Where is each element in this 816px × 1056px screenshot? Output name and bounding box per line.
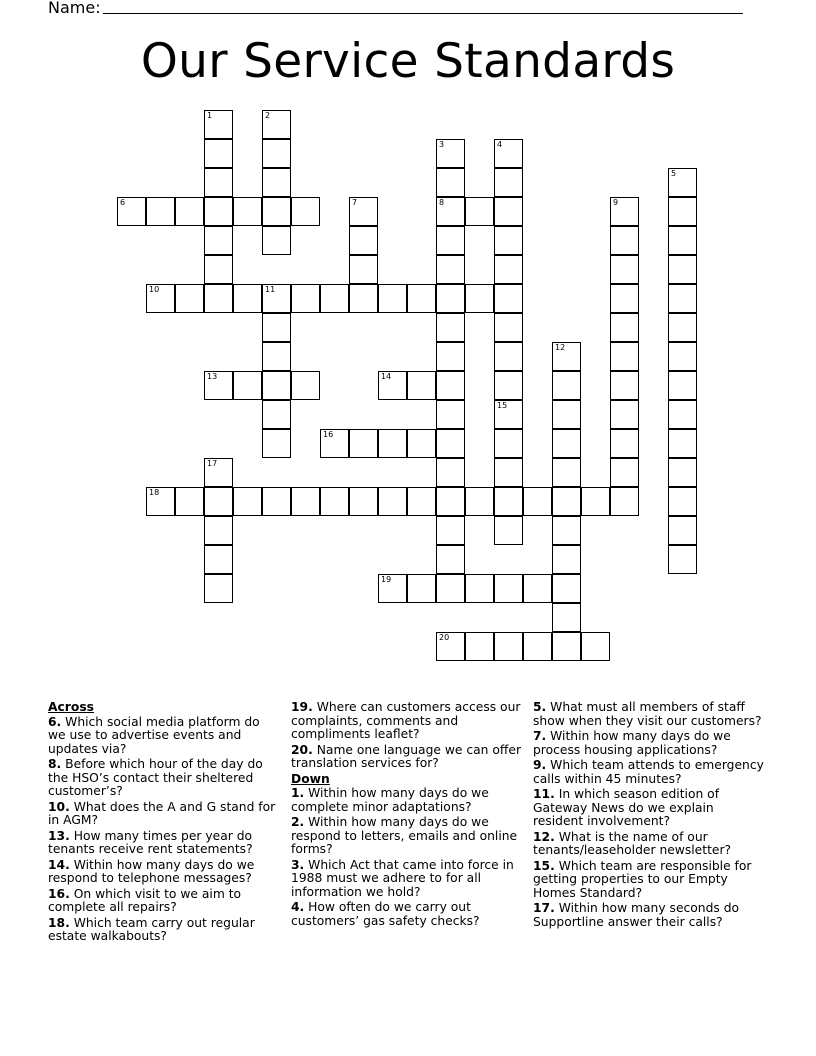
clue-number: 18: [149, 488, 160, 497]
crossword-cell[interactable]: [668, 516, 697, 545]
clue-item: [533, 831, 765, 858]
clue-item: [291, 901, 523, 928]
crossword-cell[interactable]: [610, 371, 639, 400]
crossword-cell[interactable]: [610, 429, 639, 458]
clue-text: In which season edition of Gateway News do we explain resident involvement?: [533, 787, 720, 828]
crossword-cell[interactable]: [610, 284, 639, 313]
clue-number-label: 5.: [533, 700, 547, 714]
crossword-cell[interactable]: [668, 458, 697, 487]
crossword-cell[interactable]: [523, 487, 552, 516]
crossword-cell[interactable]: [610, 458, 639, 487]
clue-item: [533, 730, 765, 757]
clue-text: Within how many days do we process housing applications?: [533, 729, 731, 757]
crossword-cell[interactable]: [436, 139, 465, 168]
clue-item: [291, 701, 523, 742]
crossword-cell[interactable]: [668, 545, 697, 574]
crossword-cell[interactable]: [233, 487, 262, 516]
crossword-cell[interactable]: [204, 458, 233, 487]
crossword-cell[interactable]: [204, 574, 233, 603]
crossword-cell[interactable]: [494, 197, 523, 226]
crossword-cell[interactable]: [320, 429, 349, 458]
crossword-cell[interactable]: [465, 197, 494, 226]
clue-number: 4: [497, 140, 503, 149]
crossword-cell[interactable]: [523, 574, 552, 603]
crossword-cell[interactable]: [494, 487, 523, 516]
crossword-cell[interactable]: [552, 371, 581, 400]
clue-number-label: 11.: [533, 787, 555, 801]
clue-number-label: 19.: [291, 700, 313, 714]
clue-item: [48, 888, 280, 915]
crossword-cell[interactable]: [552, 487, 581, 516]
clue-number-label: 20.: [291, 742, 313, 757]
crossword-cell[interactable]: [494, 255, 523, 284]
clue-number-label: 6.: [48, 714, 62, 729]
crossword-cell[interactable]: [668, 487, 697, 516]
clue-text: How many times per year do tenants receive rent statements?: [48, 828, 253, 856]
clue-number: 10: [149, 285, 160, 294]
crossword-cell[interactable]: [204, 371, 233, 400]
crossword-cell[interactable]: [494, 284, 523, 313]
crossword-cell[interactable]: [146, 487, 175, 516]
clue-text: Which team attends to emergency calls within 45 minutes?: [533, 758, 764, 786]
crossword-cell[interactable]: [291, 284, 320, 313]
crossword-cell[interactable]: [204, 487, 233, 516]
crossword-cell[interactable]: [668, 284, 697, 313]
crossword-cell[interactable]: [407, 487, 436, 516]
crossword-cell[interactable]: [436, 545, 465, 574]
clue-number-label: 7.: [533, 729, 547, 743]
crossword-cell[interactable]: [668, 342, 697, 371]
clue-text: What must all members of staff show when they visit our customers?: [533, 700, 762, 728]
crossword-cell[interactable]: [523, 632, 552, 661]
crossword-cell[interactable]: [204, 168, 233, 197]
crossword-cell[interactable]: [233, 371, 262, 400]
clue-item: [533, 701, 765, 728]
clue-section-heading: Down: [291, 771, 330, 786]
crossword-cell[interactable]: [204, 139, 233, 168]
clue-text: Where can customers access our complaints, comments and compliments leaflet?: [291, 700, 521, 741]
crossword-cell[interactable]: [552, 458, 581, 487]
crossword-cell[interactable]: [494, 371, 523, 400]
clue-text: On which visit to we aim to complete all repairs?: [48, 886, 242, 914]
crossword-cell[interactable]: [146, 197, 175, 226]
clue-number: 9: [613, 198, 619, 207]
clue-number: 3: [439, 140, 445, 149]
clue-number: 20: [439, 633, 450, 642]
clue-number: 7: [352, 198, 358, 207]
crossword-cell[interactable]: [175, 487, 204, 516]
crossword-cell[interactable]: [436, 342, 465, 371]
crossword-cell[interactable]: [610, 342, 639, 371]
crossword-cell[interactable]: [233, 284, 262, 313]
clue-number-label: 18.: [48, 915, 70, 930]
crossword-cell[interactable]: [349, 255, 378, 284]
crossword-cell[interactable]: [262, 110, 291, 139]
clues-column-2: [291, 701, 523, 930]
clue-number-label: 15.: [533, 858, 555, 873]
clue-number-label: 13.: [48, 828, 70, 843]
crossword-cell[interactable]: [262, 342, 291, 371]
crossword-cell[interactable]: [204, 284, 233, 313]
crossword-cell[interactable]: [494, 342, 523, 371]
crossword-cell[interactable]: [552, 545, 581, 574]
clue-number-label: 1.: [291, 786, 305, 800]
crossword-cell[interactable]: [262, 197, 291, 226]
crossword-cell[interactable]: [436, 313, 465, 342]
name-label: Name:: [48, 0, 101, 17]
crossword-cell[interactable]: [349, 197, 378, 226]
crossword-cell[interactable]: [117, 197, 146, 226]
clue-section-heading: Across: [48, 700, 94, 714]
crossword-cell[interactable]: [610, 197, 639, 226]
crossword-cell[interactable]: [436, 632, 465, 661]
clue-text: Within how many seconds do Supportline answer their calls?: [533, 901, 740, 929]
crossword-cell[interactable]: [320, 284, 349, 313]
crossword-cell[interactable]: [581, 632, 610, 661]
clue-item: [533, 860, 765, 901]
crossword-cell[interactable]: [494, 168, 523, 197]
crossword-cell[interactable]: [262, 226, 291, 255]
crossword-cell[interactable]: [552, 603, 581, 632]
crossword-cell[interactable]: [436, 429, 465, 458]
clue-number-label: 10.: [48, 799, 70, 814]
clue-text: What does the A and G stand for in AGM?: [48, 799, 276, 827]
crossword-cell[interactable]: [436, 487, 465, 516]
clue-item: [291, 859, 523, 900]
crossword-cell[interactable]: [668, 255, 697, 284]
crossword-cell[interactable]: [465, 284, 494, 313]
clue-number: 11: [265, 285, 276, 294]
crossword-cell[interactable]: [436, 284, 465, 313]
clue-text: Which team are responsible for getting properties to our Empty Homes Standard?: [533, 858, 752, 900]
crossword-cell[interactable]: [610, 226, 639, 255]
clue-text: How often do we carry out customers’ gas safety checks?: [291, 900, 480, 928]
crossword-cell[interactable]: [668, 197, 697, 226]
crossword-cell[interactable]: [494, 632, 523, 661]
crossword-cell[interactable]: [262, 487, 291, 516]
crossword-cell[interactable]: [436, 574, 465, 603]
crossword-cell[interactable]: [668, 168, 697, 197]
crossword-cell[interactable]: [262, 284, 291, 313]
clue-number: 12: [555, 343, 566, 352]
clue-number-label: 12.: [533, 829, 555, 844]
crossword-cell[interactable]: [349, 284, 378, 313]
crossword-cell[interactable]: [233, 197, 262, 226]
crossword-cell[interactable]: [320, 487, 349, 516]
crossword-cell[interactable]: [436, 458, 465, 487]
clue-number-label: 14.: [48, 857, 70, 872]
crossword-cell[interactable]: [378, 487, 407, 516]
crossword-cell[interactable]: [668, 429, 697, 458]
clue-number: 14: [381, 372, 392, 381]
crossword-cell[interactable]: [378, 429, 407, 458]
clue-number-label: 4.: [291, 900, 305, 914]
clue-number: 13: [207, 372, 218, 381]
clues-column-3: [533, 701, 765, 931]
clue-text: Which social media platform do we use to advertise events and updates via?: [48, 714, 260, 756]
clue-item: [48, 859, 280, 886]
crossword-cell[interactable]: [378, 574, 407, 603]
crossword-cell[interactable]: [668, 226, 697, 255]
crossword-cell[interactable]: [407, 574, 436, 603]
crossword-cell[interactable]: [262, 400, 291, 429]
crossword-cell[interactable]: [349, 429, 378, 458]
clue-item: [291, 744, 523, 771]
clue-text: What is the name of our tenants/leaseholder newsletter?: [533, 829, 732, 857]
crossword-cell[interactable]: [494, 313, 523, 342]
crossword-cell[interactable]: [349, 226, 378, 255]
crossword-cell[interactable]: [610, 255, 639, 284]
crossword-cell[interactable]: [262, 313, 291, 342]
page-title: Our Service Standards: [140, 34, 676, 89]
clue-text: Within how many days do we complete minor adaptations?: [291, 786, 489, 814]
clues-column-1: [48, 701, 280, 946]
crossword-cell[interactable]: [552, 342, 581, 371]
clue-text: Before which hour of the day do the HSO’s contact their sheltered customer’s?: [48, 757, 263, 798]
crossword-cell[interactable]: [407, 371, 436, 400]
clue-number-label: 2.: [291, 815, 305, 829]
crossword-cell[interactable]: [668, 371, 697, 400]
crossword-cell[interactable]: [552, 400, 581, 429]
crossword-cell[interactable]: [494, 516, 523, 545]
crossword-cell[interactable]: [204, 545, 233, 574]
crossword-cell[interactable]: [494, 226, 523, 255]
clue-item: [291, 787, 523, 814]
crossword-cell[interactable]: [378, 284, 407, 313]
clue-number-label: 17.: [533, 901, 555, 915]
clue-number: 5: [671, 169, 677, 178]
crossword-cell[interactable]: [668, 313, 697, 342]
crossword-cell[interactable]: [204, 226, 233, 255]
crossword-cell[interactable]: [204, 255, 233, 284]
crossword-cell[interactable]: [378, 371, 407, 400]
clue-item: [48, 917, 280, 944]
clue-text: Within how many days do we respond to telephone messages?: [48, 857, 255, 885]
crossword-cell[interactable]: [552, 516, 581, 545]
crossword-cell[interactable]: [204, 197, 233, 226]
crossword-cell[interactable]: [494, 429, 523, 458]
crossword-cell[interactable]: [436, 168, 465, 197]
crossword-cell[interactable]: [494, 139, 523, 168]
clue-item: [48, 758, 280, 799]
crossword-cell[interactable]: [349, 487, 378, 516]
crossword-cell[interactable]: [175, 197, 204, 226]
crossword-cell[interactable]: [436, 516, 465, 545]
clue-number: 6: [120, 198, 126, 207]
clue-text: Within how many days do we respond to letters, emails and online forms?: [291, 815, 518, 856]
crossword-cell[interactable]: [291, 487, 320, 516]
clue-text: Name one language we can offer translation services for?: [291, 742, 522, 770]
clue-item: [291, 816, 523, 857]
clue-number-label: 3.: [291, 857, 305, 872]
clue-number: 8: [439, 198, 445, 207]
clue-text: Which Act that came into force in 1988 must we adhere to for all information we hold?: [291, 857, 514, 899]
crossword-cell[interactable]: [494, 458, 523, 487]
clue-number: 1: [207, 111, 213, 120]
crossword-cell[interactable]: [436, 226, 465, 255]
crossword-cell[interactable]: [581, 487, 610, 516]
crossword-cell[interactable]: [436, 197, 465, 226]
crossword-cell[interactable]: [407, 429, 436, 458]
clue-item: [48, 801, 280, 828]
clue-item: [48, 716, 280, 757]
clue-number: 19: [381, 575, 392, 584]
crossword-cell[interactable]: [407, 284, 436, 313]
clue-number-label: 9.: [533, 758, 547, 772]
clue-number: 17: [207, 459, 218, 468]
crossword-cell[interactable]: [552, 574, 581, 603]
crossword-cell[interactable]: [610, 313, 639, 342]
crossword-cell[interactable]: [494, 400, 523, 429]
clue-number: 15: [497, 401, 508, 410]
crossword-cell[interactable]: [436, 371, 465, 400]
crossword-cell[interactable]: [610, 400, 639, 429]
clue-number-label: 16.: [48, 886, 70, 901]
crossword-cell[interactable]: [204, 516, 233, 545]
crossword-cell[interactable]: [291, 371, 320, 400]
crossword-cell[interactable]: [465, 574, 494, 603]
clue-text: Which team carry out regular estate walkabouts?: [48, 915, 255, 943]
clue-item: [533, 759, 765, 786]
clue-item: [48, 830, 280, 857]
clue-number: 2: [265, 111, 271, 120]
crossword-cell[interactable]: [668, 400, 697, 429]
crossword-cell[interactable]: [465, 632, 494, 661]
clue-number: 16: [323, 430, 334, 439]
crossword-cell[interactable]: [204, 110, 233, 139]
crossword-cell[interactable]: [610, 487, 639, 516]
crossword-cell[interactable]: [262, 139, 291, 168]
crossword-cell[interactable]: [436, 400, 465, 429]
crossword-cell[interactable]: [291, 197, 320, 226]
crossword-cell[interactable]: [262, 168, 291, 197]
clue-item: [533, 902, 765, 929]
clue-number-label: 8.: [48, 757, 62, 771]
crossword-cell[interactable]: [262, 429, 291, 458]
crossword-cell[interactable]: [262, 371, 291, 400]
crossword-cell[interactable]: [552, 632, 581, 661]
crossword-cell[interactable]: [552, 429, 581, 458]
crossword-cell[interactable]: [146, 284, 175, 313]
crossword-cell[interactable]: [175, 284, 204, 313]
crossword-cell[interactable]: [436, 255, 465, 284]
crossword-cell[interactable]: [465, 487, 494, 516]
clue-item: [533, 788, 765, 829]
crossword-cell[interactable]: [494, 574, 523, 603]
